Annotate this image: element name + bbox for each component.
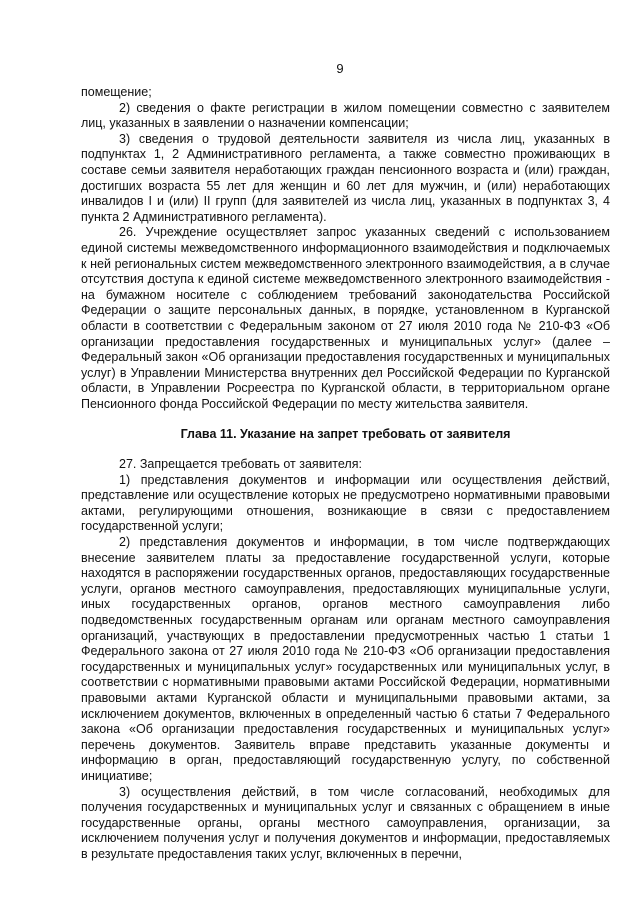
paragraph: 26. Учреждение осуществляет запрос указанных сведений с использованием единой системы межведомственного информационного взаимодействия и подключаемых к ней региональных систем межведомственного электронного взаимодействия, а в случае отсутствия доступа к единой системе межведомственного электронного взаимодействия - на бумажном носителе с соблюдением требований законодательства Российской Федерации о защите персональных данных, в порядке, установленном в Курганской области в соответствии с Федеральным законом от 27 июля 2010 года № 210-ФЗ «Об организации предоставления государственных и муниципальных услуг» (далее – Федеральный закон «Об организации предоставления государственных и муниципальных услуг) в Управлении Министерства внутренних дел Российской Федерации по Курганской области, в Управлении Росреестра по Курганской области, в территориальном органе Пенсионного фонда Российской Федерации по месту жительства заявителя. bbox=[81, 225, 610, 411]
paragraph: 2) представления документов и информации, в том числе подтверждающих внесение заявителем платы за предоставление государственной услуги, которые находятся в распоряжении государственных органов, предоставляющих государственные услуги, органов местного самоуправления, предоставляющих муниципальные услуги, иных государственных органов, органов местного самоуправления либо подведомственных государственным органам или органам местного самоуправления организаций, участвующих в предоставлении предусмотренных частью 1 статьи 1 Федерального закона от 27 июля 2010 года № 210-ФЗ «Об организации предоставления государственных и муниципальных услуг» государственных или муниципальных услуг, в соответствии с нормативными правовыми актами Российской Федерации, нормативными правовыми актами Курганской области и муниципальными правовыми актами, за исключением документов, включенных в определенный частью 6 статьи 7 Федерального закона «Об организации предоставления государственных и муниципальных услуг» перечень документов. Заявитель вправе представить указанные документы и информацию в орган, предоставляющий государственную услугу, по собственной инициативе; bbox=[81, 535, 610, 783]
chapter-heading: Глава 11. Указание на запрет требовать от заявителя bbox=[180, 427, 511, 442]
paragraph: 1) представления документов и информации или осуществления действий, представление или осуществление которых не предусмотрено нормативными правовыми актами, регулирующими отношения, возникающие в связи с предоставлением государственной услуги; bbox=[81, 472, 610, 534]
document-body bbox=[81, 85, 610, 863]
paragraph: 27. Запрещается требовать от заявителя: bbox=[119, 457, 362, 472]
paragraph: 2) сведения о факте регистрации в жилом помещении совместно с заявителем лиц, указанных в заявлении о назначении компенсации; bbox=[81, 100, 610, 131]
page-number: 9 bbox=[336, 61, 344, 76]
paragraph: помещение; bbox=[81, 85, 152, 99]
paragraph: 3) осуществления действий, в том числе согласований, необходимых для получения государственных и муниципальных услуг и связанных с обращением в иные государственные органы, органы местного самоуправления, организации, за исключением получения услуг и получения документов и информации, предоставляемых в результате предоставления таких услуг, включенных в перечни, bbox=[81, 784, 610, 861]
paragraph: 3) сведения о трудовой деятельности заявителя из числа лиц, указанных в подпунктах 1, 2 Административного регламента, а также совместно проживающих в составе семьи заявителя неработающих граждан пенсионного возраста и (или) граждан, достигших возраста 55 лет для женщин и 60 лет для мужчин, и (или) неработающих инвалидов I и (или) II групп (для заявителей из числа лиц, указанных в подпунктах 3, 4 пункта 2 Административного регламента). bbox=[81, 131, 610, 224]
